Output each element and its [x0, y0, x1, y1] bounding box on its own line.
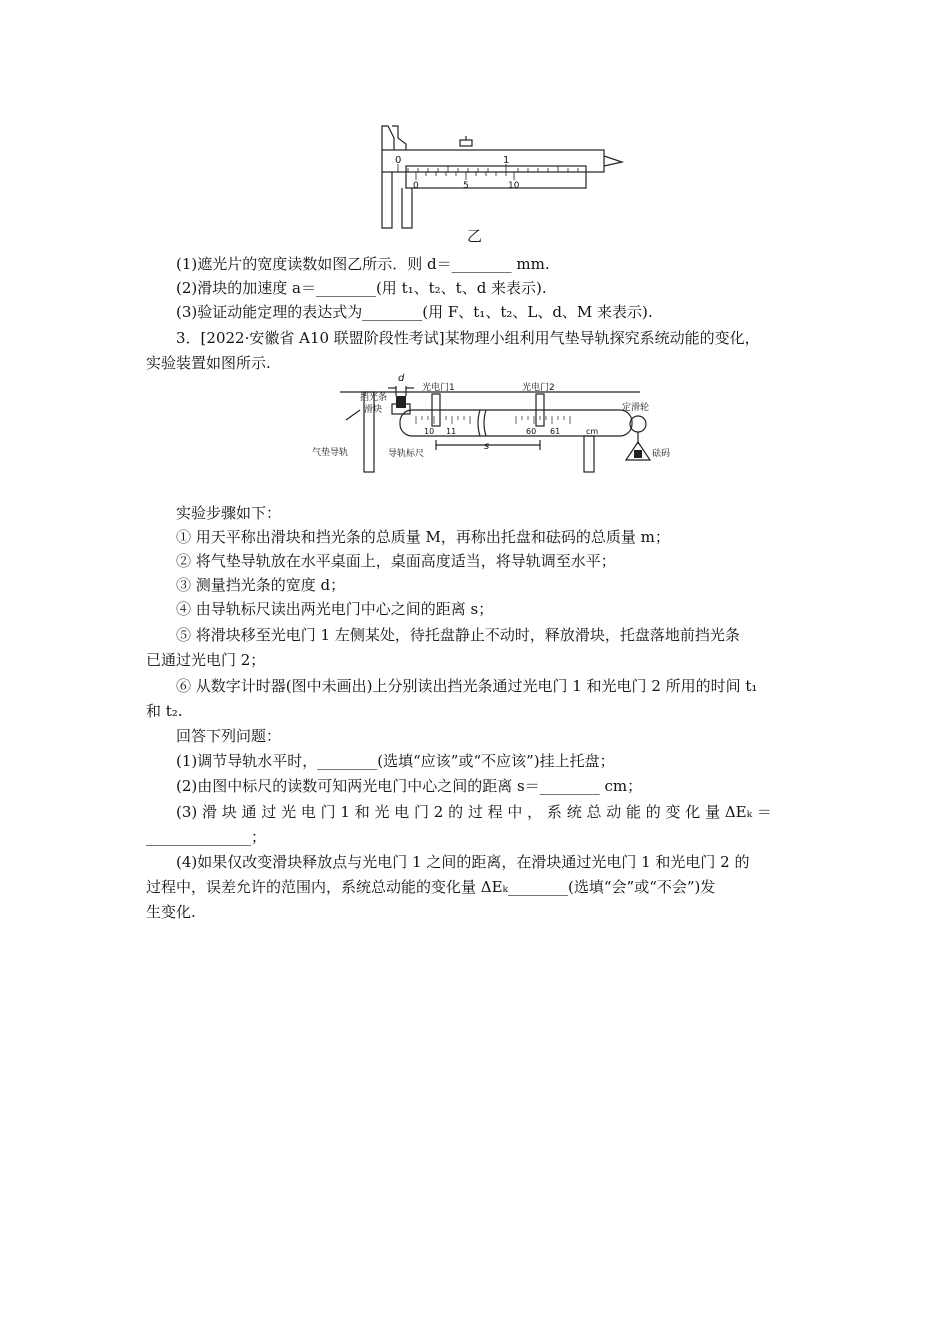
main-scale-label-1: 1 [503, 155, 510, 166]
tick-11: 11 [446, 427, 457, 436]
tick-61: 61 [550, 427, 561, 436]
vernier-caliper-figure [368, 120, 628, 248]
s-label: s [484, 441, 490, 452]
q2-part1: (1)遮光片的宽度读数如图乙所示．则 d＝________ mm. [176, 255, 550, 273]
main-scale-label-0: 0 [395, 155, 402, 166]
q2-part3: (3)验证动能定理的表达式为________(用 F、t₁、t₂、L、d、M 来表示). [176, 303, 653, 321]
gate2-label: 光电门2 [522, 383, 555, 393]
answer-4-cont2: 生变化. [146, 903, 196, 921]
figure-caption: 乙 [467, 227, 483, 245]
answer-1: (1)调节导轨水平时，________(选填“应该”或“不应该”)挂上托盘； [176, 752, 615, 770]
step-2: ② 将气垫导轨放在水平桌面上，桌面高度适当，将导轨调至水平； [176, 552, 616, 570]
q2-part2: (2)滑块的加速度 a＝________(用 t₁、t₂、t、d 来表示). [176, 279, 547, 297]
step-1: ① 用天平称出滑块和挡光条的总质量 M，再称出托盘和砝码的总质量 m； [176, 528, 670, 546]
answer-3-cont: ______________； [146, 828, 267, 846]
pulley-label: 定滑轮 [622, 403, 650, 413]
step-6-cont: 和 t₂. [146, 702, 183, 720]
weights-label: 砝码 [652, 449, 671, 459]
unit-label: cm [586, 427, 599, 436]
steps-title: 实验步骤如下： [176, 504, 282, 522]
q3-header-cont: 实验装置如图所示. [146, 354, 271, 372]
q3-header: 3．[2022·安徽省 A10 联盟阶段性考试]某物理小组利用气垫导轨探究系统动能的变化， [176, 329, 760, 347]
step-5: ⑤ 将滑块移至光电门 1 左侧某处，待托盘静止不动时，释放滑块，托盘落地前挡光条 [176, 626, 740, 644]
tick-10: 10 [424, 427, 435, 436]
step-5-cont: 已通过光电门 2； [146, 651, 266, 669]
vernier-label-0: 0 [413, 181, 419, 191]
ruler-label: 导轨标尺 [388, 449, 425, 459]
step-6: ⑥ 从数字计时器(图中未画出)上分别读出挡光条通过光电门 1 和光电门 2 所用的时间 t₁ [176, 677, 758, 695]
answer-title: 回答下列问题： [176, 727, 282, 745]
vernier-label-10: 10 [508, 181, 520, 191]
answer-2: (2)由图中标尺的读数可知两光电门中心之间的距离 s＝________ cm； [176, 777, 643, 795]
answer-4: (4)如果仅改变滑块释放点与光电门 1 之间的距离，在滑块通过光电门 1 和光电门 2 的 [176, 853, 750, 871]
gate1-label: 光电门1 [422, 383, 455, 393]
step-4: ④ 由导轨标尺读出两光电门中心之间的距离 s； [176, 600, 494, 618]
answer-4-cont: 过程中，误差允许的范围内，系统总动能的变化量 ΔEₖ________(选填“会”或“不会”)发 [146, 878, 716, 896]
vernier-label-5: 5 [463, 181, 469, 191]
d-label: d [398, 373, 405, 384]
slider-label: 滑块 [364, 405, 383, 415]
strip-label: 挡光条 [360, 393, 388, 403]
step-3: ③ 测量挡光条的宽度 d； [176, 576, 346, 594]
rail-label: 气垫导轨 [312, 448, 349, 458]
tick-60: 60 [526, 427, 537, 436]
answer-3: (3) 滑 块 通 过 光 电 门 1 和 光 电 门 2 的 过 程 中 ， 系 统 总 动 能 的 变 化 量 ΔEₖ ＝ [176, 803, 772, 821]
air-track-figure [310, 370, 680, 482]
